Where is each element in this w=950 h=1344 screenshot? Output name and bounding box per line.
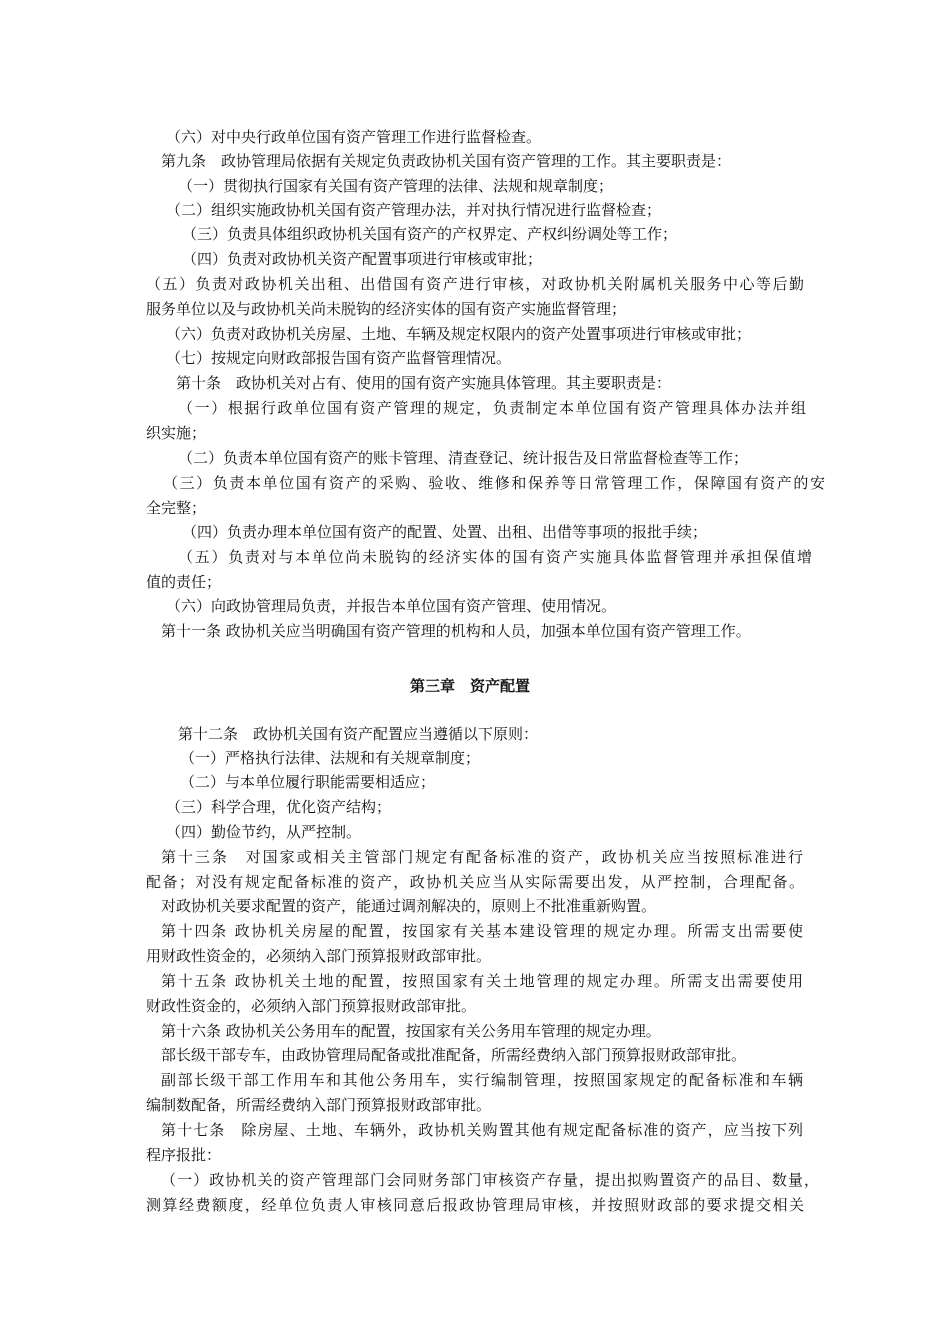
allocation-text-line-18: 程序报批： xyxy=(146,1146,222,1164)
text-line-9: （六）负责对政协机关房屋、土地、车辆及规定权限内的资产处置事项进行审核或审批； xyxy=(166,325,752,343)
allocation-text-line-6: 第十三条 对国家或相关主管部门规定有配备标准的资产，政协机关应当按照标准进行 xyxy=(161,848,803,866)
text-line-6: （四）负责对政协机关资产配置事项进行审核或审批； xyxy=(182,250,543,268)
allocation-text-line-5: （四）勤俭节约，从严控制。 xyxy=(166,823,362,841)
text-line-4: （二）组织实施政协机关国有资产管理办法，并对执行情况进行监督检查； xyxy=(166,201,662,219)
text-line-1: （六）对中央行政单位国有资产管理工作进行监督检查。 xyxy=(166,128,542,146)
text-line-7: （五）负责对政协机关出租、出借国有资产进行审核，对政协机关附属机关服务中心等后勤 xyxy=(146,275,804,293)
text-line-20: （六）向政协管理局负责，并报告本单位国有资产管理、使用情况。 xyxy=(166,597,617,615)
allocation-text-line-10: 用财政性资金的，必须纳入部门预算报财政部审批。 xyxy=(146,947,492,965)
text-line-13: 织实施； xyxy=(146,424,207,442)
allocation-text-line-1: 第十二条 政协机关国有资产配置应当遵循以下原则： xyxy=(178,725,539,743)
allocation-text-line-16: 编制数配备，所需经费纳入部门预算报财政部审批。 xyxy=(146,1096,492,1114)
chapter-title: 第三章 资产配置 xyxy=(410,677,531,695)
allocation-text-line-3: （二）与本单位履行职能需要相适应； xyxy=(180,773,436,791)
text-line-5: （三）负责具体组织政协机关国有资产的产权界定、产权纠纷调处等工作； xyxy=(182,225,678,243)
allocation-text-line-13: 第十六条 政协机关公务用车的配置，按国家有关公务用车管理的规定办理。 xyxy=(161,1022,661,1040)
text-line-18: （五）负责对与本单位尚未脱钩的经济实体的国有资产实施具体监督管理并承担保值增 xyxy=(178,548,812,566)
text-line-3: （一）贯彻执行国家有关国有资产管理的法律、法规和规章制度； xyxy=(178,177,614,195)
allocation-text-line-7: 配备；对没有规定配备标准的资产，政协机关应当从实际需要出发，从严控制，合理配备。 xyxy=(146,873,804,891)
allocation-text-line-15: 副部长级干部工作用车和其他公务用车，实行编制管理，按照国家规定的配备标准和车辆 xyxy=(161,1071,803,1089)
text-line-14: （二）负责本单位国有资产的账卡管理、清查登记、统计报告及日常监督检查等工作； xyxy=(178,449,749,467)
allocation-text-line-9: 第十四条 政协机关房屋的配置，按国家有关基本建设管理的规定办理。所需支出需要使 xyxy=(161,922,803,940)
allocation-text-line-12: 财政性资金的，必须纳入部门预算报财政部审批。 xyxy=(146,997,477,1015)
allocation-text-line-14: 部长级干部专车，由政协管理局配备或批准配备，所需经费纳入部门预算报财政部审批。 xyxy=(161,1046,747,1064)
allocation-text-line-20: 测算经费额度，经单位负责人审核同意后报政协管理局审核，并按照财政部的要求提交相关 xyxy=(146,1196,804,1214)
allocation-text-line-2: （一）严格执行法律、法规和有关规章制度； xyxy=(180,749,481,767)
text-line-11: 第十条 政协机关对占有、使用的国有资产实施具体管理。其主要职责是： xyxy=(176,374,672,392)
text-line-17: （四）负责办理本单位国有资产的配置、处置、出租、出借等事项的报批手续； xyxy=(182,523,708,541)
text-line-19: 值的责任； xyxy=(146,573,222,591)
text-line-16: 全完整； xyxy=(146,499,207,517)
allocation-text-line-8: 对政协机关要求配置的资产，能通过调剂解决的，原则上不批准重新购置。 xyxy=(161,897,657,915)
text-line-15: （三）负责本单位国有资产的采购、验收、维修和保养等日常管理工作，保障国有资产的安 xyxy=(163,474,825,492)
text-line-10: （七）按规定向财政部报告国有资产监督管理情况。 xyxy=(166,349,512,367)
allocation-text-line-11: 第十五条 政协机关土地的配置，按照国家有关土地管理的规定办理。所需支出需要使用 xyxy=(161,972,803,990)
allocation-text-line-4: （三）科学合理，优化资产结构； xyxy=(166,798,392,816)
text-line-2: 第九条 政协管理局依据有关规定负责政协机关国有资产管理的工作。其主要职责是： xyxy=(161,152,732,170)
text-line-12: （一）根据行政单位国有资产管理的规定，负责制定本单位国有资产管理具体办法并组 xyxy=(178,399,806,417)
text-line-21: 第十一条 政协机关应当明确国有资产管理的机构和人员，加强本单位国有资产管理工作。 xyxy=(161,622,751,640)
allocation-text-line-17: 第十七条 除房屋、土地、车辆外，政协机关购置其他有规定配备标准的资产，应当按下列 xyxy=(161,1121,803,1139)
text-line-8: 服务单位以及与政协机关尚未脱钩的经济实体的国有资产实施监督管理； xyxy=(146,300,627,318)
allocation-text-line-19: （一）政协机关的资产管理部门会同财务部门审核资产存量，提出拟购置资产的品目、数量， xyxy=(161,1171,819,1189)
